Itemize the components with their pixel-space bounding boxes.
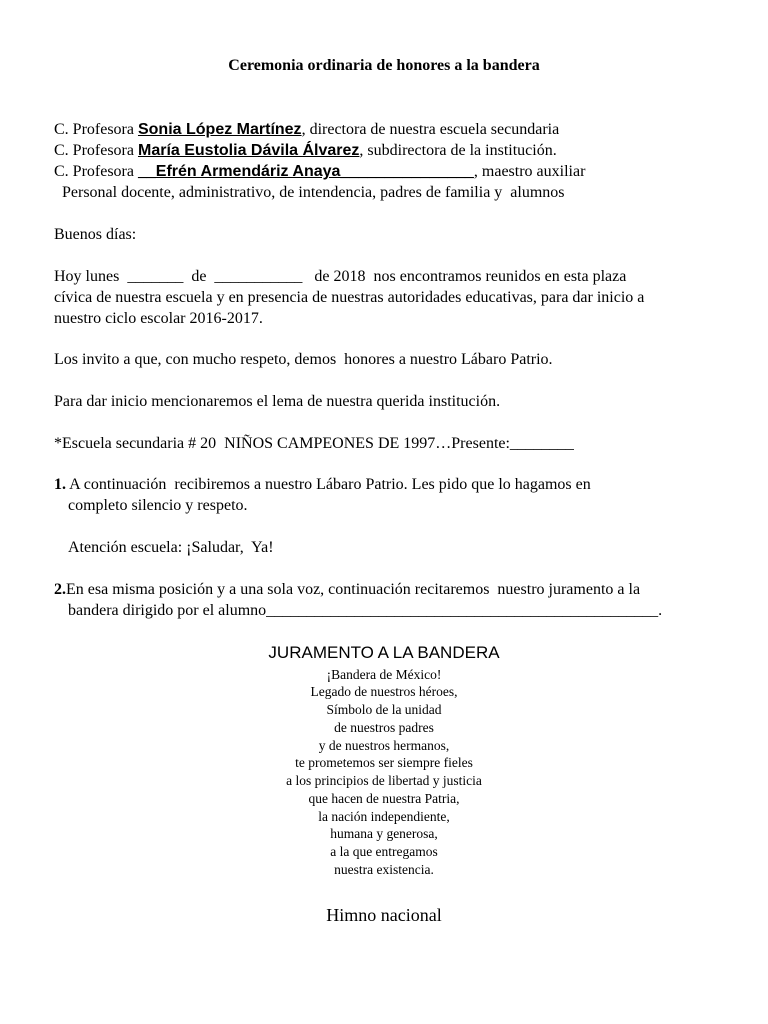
step-text: En esa misma posición y a una sola voz, continuación recitaremos nuestro juramento a la bbox=[66, 581, 641, 598]
assistant-name: __Efrén Armendáriz Anaya_______________ bbox=[137, 163, 474, 180]
oath-line: de nuestros padres bbox=[334, 720, 434, 735]
salutation-suffix: , subdirectora de la institución. bbox=[359, 142, 557, 159]
invite-line: Los invito a que, con mucho respeto, demos honores a nuestro Lábaro Patrio. bbox=[54, 351, 553, 368]
subdirector-name: María Eustolia Dávila Álvarez bbox=[137, 142, 360, 159]
salutation-suffix: , directora de nuestra escuela secundaria bbox=[301, 121, 560, 138]
staff-line: Personal docente, administrativo, de intendencia, padres de familia y alumnos bbox=[54, 184, 565, 201]
oath-line: a los principios de libertad y justicia bbox=[286, 773, 482, 788]
motto-intro: Para dar inicio mencionaremos el lema de nuestra querida institución. bbox=[54, 393, 501, 410]
intro-line: Hoy lunes _______ de ___________ de 2018 nos encontramos reunidos en esta plaza bbox=[54, 268, 627, 285]
oath-title: JURAMENTO A LA BANDERA bbox=[268, 643, 500, 662]
salutation-prefix: C. Profesora bbox=[54, 142, 138, 159]
salutation-director bbox=[54, 120, 559, 140]
intro-line: nuestro ciclo escolar 2016-2017. bbox=[54, 310, 263, 327]
document-title: Ceremonia ordinaria de honores a la bandera bbox=[228, 57, 540, 74]
salutation-subdirector bbox=[54, 141, 557, 161]
step-1-continuation: completo silencio y respeto. bbox=[68, 497, 248, 514]
step-2-continuation: bandera dirigido por el alumno_________________________________________________. bbox=[68, 602, 663, 619]
oath-line: Legado de nuestros héroes, bbox=[310, 684, 458, 699]
step-2 bbox=[54, 580, 640, 600]
oath-line: que hacen de nuestra Patria, bbox=[308, 791, 460, 806]
oath-line: y de nuestros hermanos, bbox=[318, 738, 450, 753]
oath-line: a la que entregamos bbox=[330, 844, 438, 859]
oath-line: la nación independiente, bbox=[318, 809, 450, 824]
oath-line: Símbolo de la unidad bbox=[326, 702, 442, 717]
oath-line: humana y generosa, bbox=[330, 826, 438, 841]
intro-line: cívica de nuestra escuela y en presencia de nuestras autoridades educativas, para dar inicio a bbox=[54, 289, 645, 306]
director-name: Sonia López Martínez bbox=[137, 121, 302, 138]
school-motto: *Escuela secundaria # 20 NIÑOS CAMPEONES DE 1997…Presente:________ bbox=[54, 435, 574, 452]
oath-line: nuestra existencia. bbox=[334, 862, 434, 877]
oath-line: ¡Bandera de México! bbox=[326, 667, 442, 682]
salutation-prefix: C. Profesora bbox=[54, 163, 138, 180]
oath-line: te prometemos ser siempre fieles bbox=[295, 755, 473, 770]
salute-command: Atención escuela: ¡Saludar, Ya! bbox=[68, 539, 274, 556]
anthem-heading: Himno nacional bbox=[326, 905, 442, 925]
step-text: A continuación recibiremos a nuestro Lábaro Patrio. Les pido que lo hagamos en bbox=[66, 476, 591, 493]
salutation-suffix: , maestro auxiliar bbox=[473, 163, 586, 180]
step-number: 2. bbox=[54, 581, 66, 598]
step-1 bbox=[54, 475, 591, 495]
step-number: 1. bbox=[54, 476, 66, 493]
salutation-prefix: C. Profesora bbox=[54, 121, 138, 138]
salutation-assistant bbox=[54, 162, 585, 182]
greeting: Buenos días: bbox=[54, 226, 137, 243]
